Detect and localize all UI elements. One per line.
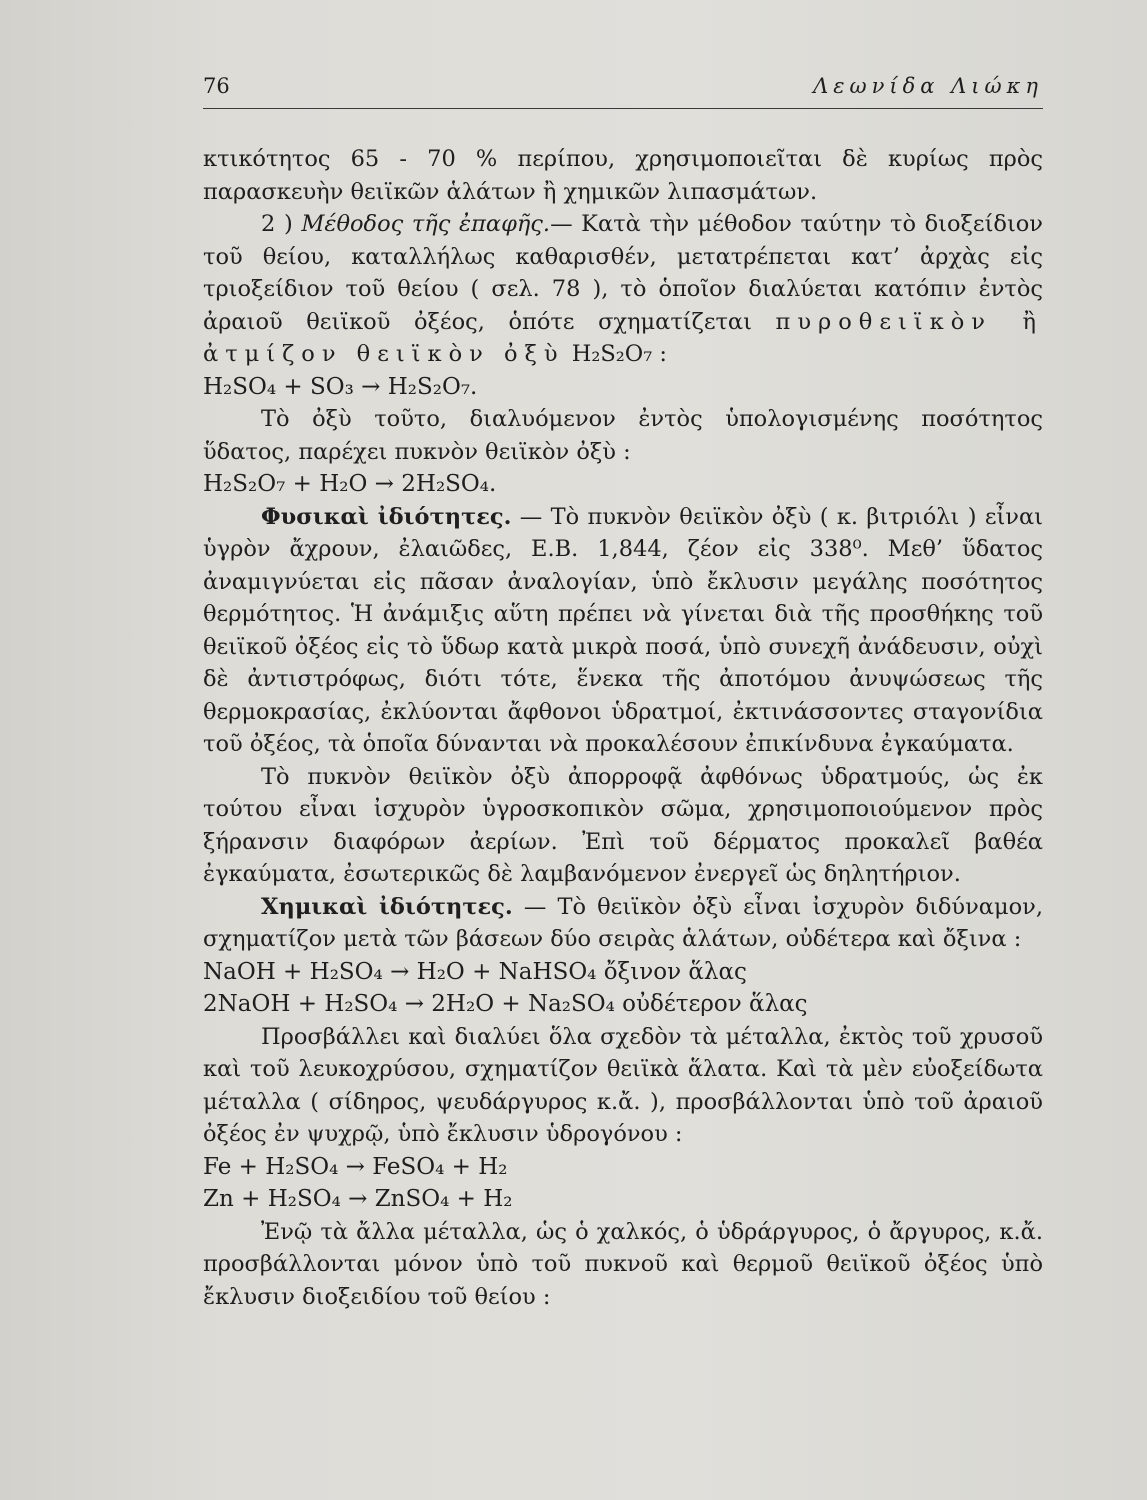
page-header <box>203 74 1043 104</box>
paragraph-physical <box>203 501 1043 761</box>
paragraph: Τὸ ὀξὺ τοῦτο, διαλυόμενον ἐντὸς ὑπολογισμένης ποσότητος ὕδατος, παρέχει πυκνὸν θειϊκὸν ὀξὺ : <box>203 406 1043 465</box>
paragraph-text: — Τὸ πυκνὸν θειϊκὸν ὀξὺ ( κ. βιτριόλι ) εἶναι ὑγρὸν ἄχρουν, ἐλαιῶδες, Ε.Β. 1,844, ζέον εἰς 338⁰. Μεθ’ ὕδατος ἀναμιγνύεται εἰς πᾶσαν ἀναλογίαν, ὑπὸ ἔκλυσιν μεγάλης ποσότητος θερμότητος. Ἡ ἀνάμιξις αὕτη πρέπει νὰ γίνεται διὰ τῆς προσθήκης τοῦ θειϊκοῦ ὀξέος εἰς τὸ ὕδωρ κατὰ μικρὰ ποσά, ὑπὸ συνεχῆ ἀνάδευσιν, οὐχὶ δὲ ἀντιστρόφως, διότι τότε, ἕνεκα τῆς ἀποτόμου ἀνυψώσεως τῆς θερμοκρασίας, ἐκλύονται ἄφθονοι ὑδρατμοί, ἐκτινάσσοντες σταγονίδια τοῦ ὀξέος, τὰ ὁποῖα δύνανται νὰ προκαλέσουν ἐπικίνδυνα ἐγκαύματα. <box>203 503 1043 757</box>
paragraph-chemical <box>203 891 1043 956</box>
page-number: 76 <box>203 74 230 98</box>
paragraph-method <box>203 208 1043 371</box>
running-head: Λεωνίδα Λιώκη <box>813 74 1043 98</box>
equation: H₂SO₄ + SO₃ → H₂S₂O₇. <box>203 373 478 400</box>
spaced-term: πυροθειϊκὸν ἢ ἀτμίζον θειϊκὸν ὀξὺ <box>203 308 1043 367</box>
paragraph: Ἐνῷ τὰ ἄλλα μέταλλα, ὡς ὁ χαλκός, ὁ ὑδράργυρος, ὁ ἄργυρος, κ.ἄ. προσβάλλονται μόνον ὑπὸ τοῦ πυκνοῦ καὶ θερμοῦ θειϊκοῦ ὀξέος ὑπὸ ἔκλυσιν διοξειδίου τοῦ θείου : <box>203 1218 1043 1310</box>
paragraph: κτικότητος 65 - 70 % περίπου, χρησιμοποιεῖται δὲ κυρίως πρὸς παρασκευὴν θειϊκῶν ἁλάτων ἢ χημικῶν λιπασμάτων. <box>203 146 1043 205</box>
paragraph-text: — Κατὰ τὴν μέθοδον ταύτην τὸ διοξείδιον τοῦ θείου, καταλλήλως καθαρισθέν, μετατρέπεται κατ’ ἀρχὰς εἰς τριοξείδιον τοῦ θείου ( σελ. 78 ), τὸ ὁποῖον διαλύεται κατόπιν ἐντὸς ἀραιοῦ θειϊκοῦ ὀξέος, ὁπότε σχηματίζεται <box>203 211 1043 335</box>
equation: NaOH + H₂SO₄ → H₂O + NaHSO₄ ὄξινον ἅλας <box>203 958 747 985</box>
equation: H₂S₂O₇ + H₂O → 2H₂SO₄. <box>203 471 497 497</box>
equation: 2NaOH + H₂SO₄ → 2H₂O + Na₂SO₄ οὐδέτερον ἅλας <box>203 991 808 1017</box>
method-number: 2 ) <box>261 211 302 237</box>
formula: H₂S₂O₇ : <box>571 341 667 367</box>
paragraph-text: — Τὸ θειϊκὸν ὀξὺ εἶναι ἰσχυρὸν διδύναμον, σχηματίζον μετὰ τῶν βάσεων δύο σειρὰς ἁλάτων, οὐδέτερα καὶ ὄξινα : <box>203 893 1043 952</box>
section-heading-physical: Φυσικαὶ ἰδιότητες. <box>261 503 512 530</box>
equation: Zn + H₂SO₄ → ZnSO₄ + H₂ <box>203 1186 513 1212</box>
header-rule <box>203 108 1043 109</box>
equation: Fe + H₂SO₄ → FeSO₄ + H₂ <box>203 1153 508 1180</box>
method-title: Μέθοδος τῆς ἐπαφῆς. <box>301 211 551 237</box>
body-text <box>203 143 1043 1313</box>
paragraph: Προσβάλλει καὶ διαλύει ὅλα σχεδὸν τὰ μέταλλα, ἐκτὸς τοῦ χρυσοῦ καὶ τοῦ λευκοχρύσου, σχηματίζον θειϊκὰ ἅλατα. Καὶ τὰ μὲν εὐοξείδωτα μέταλλα ( σίδηρος, ψευδάργυρος κ.ἄ. ), προσβάλλονται ὑπὸ τοῦ ἀραιοῦ ὀξέος ἐν ψυχρῷ, ὑπὸ ἔκλυσιν ὑδρογόνου : <box>203 1023 1043 1147</box>
paragraph: Τὸ πυκνὸν θειϊκὸν ὀξὺ ἀπορροφᾷ ἀφθόνως ὑδρατμούς, ὡς ἐκ τούτου εἶναι ἰσχυρὸν ὑγροσκοπικὸν σῶμα, χρησιμοποιούμενον πρὸς ξήρανσιν διαφόρων ἀερίων. Ἐπὶ τοῦ δέρματος προκαλεῖ βαθέα ἐγκαύματα, ἐσωτερικῶς δὲ λαμβανόμενον ἐνεργεῖ ὡς δηλητήριον. <box>203 763 1043 887</box>
section-heading-chemical: Χημικαὶ ἰδιότητες. <box>261 893 513 920</box>
